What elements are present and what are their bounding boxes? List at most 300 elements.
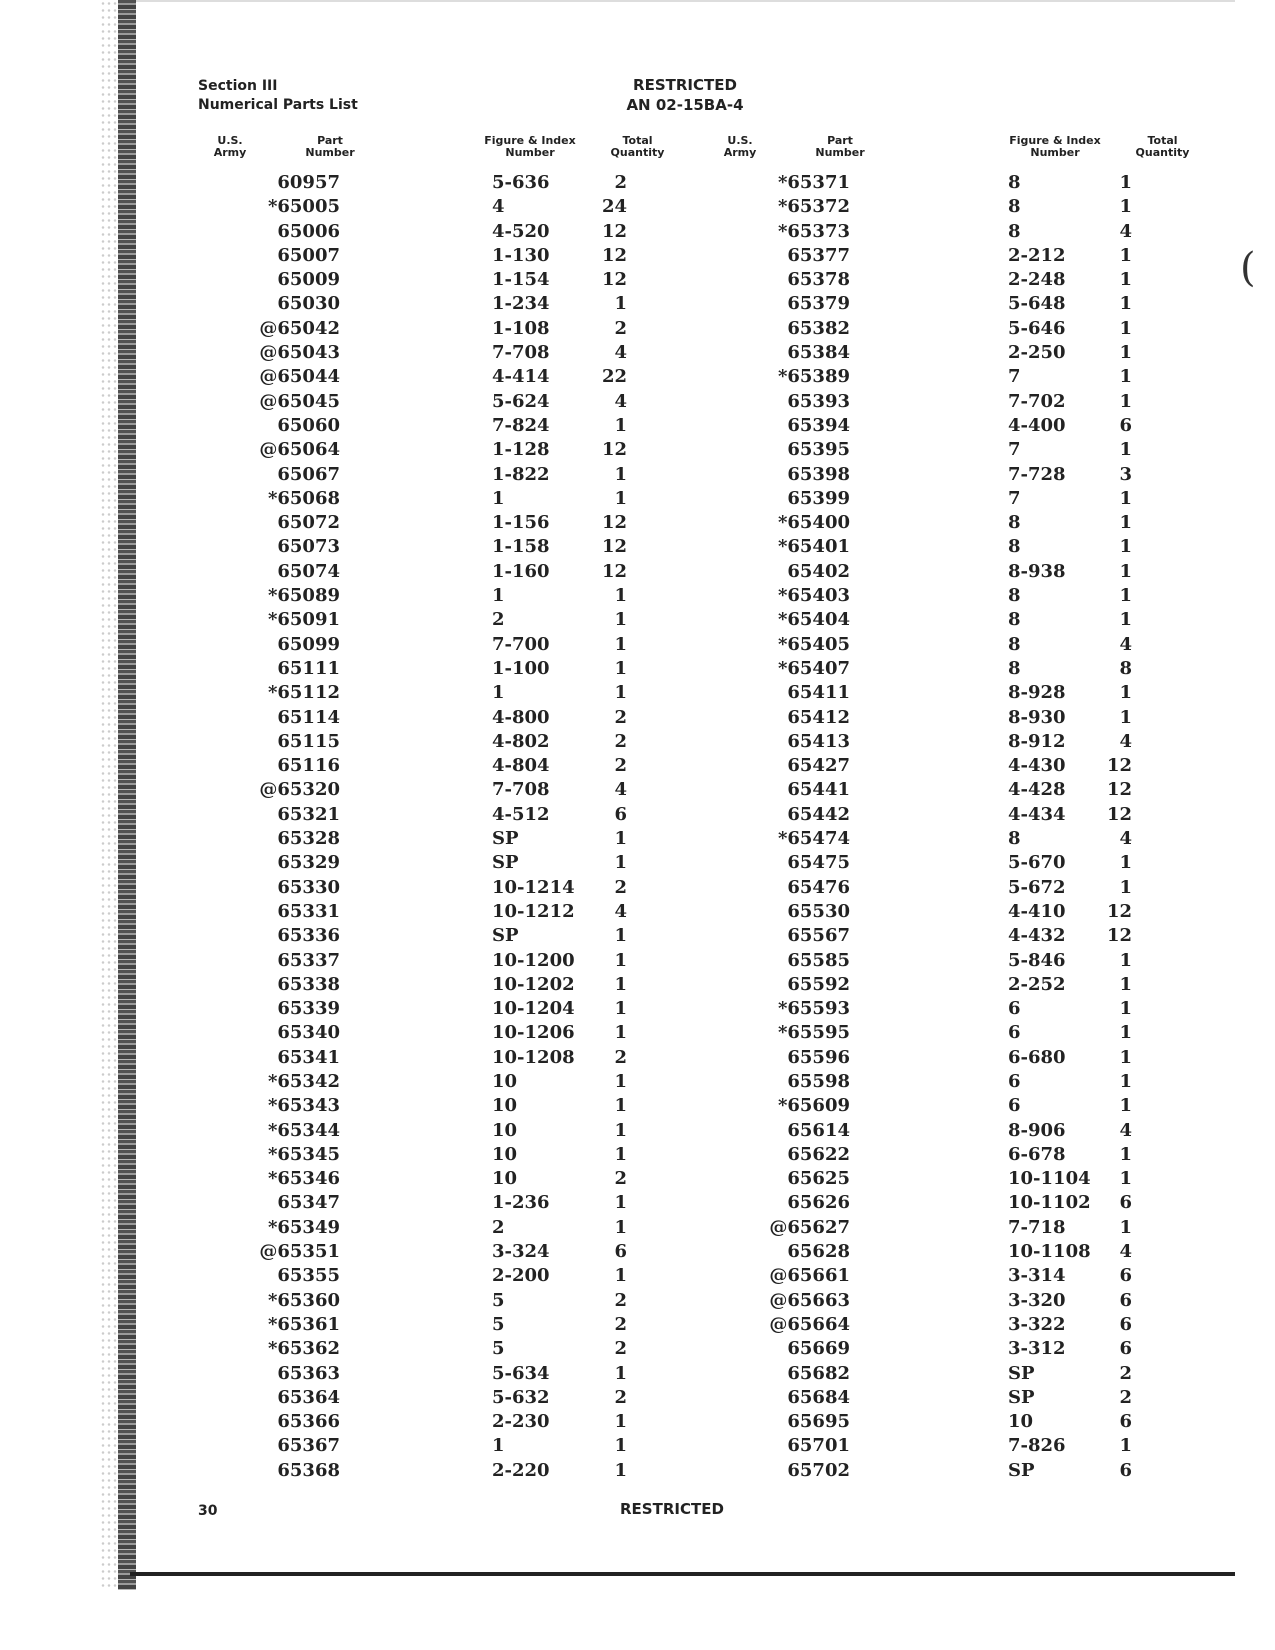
table-row [0, 292, 1275, 316]
table-row [0, 1362, 1275, 1386]
figure-index-number: 8-938 [1008, 560, 1066, 582]
part-number: *65609 [777, 1095, 850, 1117]
figure-index-number: 2-230 [492, 1411, 550, 1433]
figure-index-number: 8-906 [1008, 1119, 1066, 1141]
figure-index-number: 7-824 [492, 414, 550, 436]
part-number: *65068 [267, 487, 340, 509]
figure-index-number: 5-648 [1008, 293, 1066, 315]
table-row [0, 1289, 1275, 1313]
total-quantity: 1 [614, 657, 627, 679]
document-number: AN 02-15BA-4 [626, 96, 744, 114]
col-part-number-left: Part Number [305, 134, 355, 159]
figure-index-number: 10-1212 [492, 900, 575, 922]
part-number: 65355 [277, 1265, 340, 1287]
figure-index-number: 2-250 [1008, 342, 1066, 364]
figure-index-number: 1-100 [492, 657, 550, 679]
figure-index-number: 7 [1008, 487, 1021, 509]
part-number: 65682 [787, 1362, 850, 1384]
part-number: 65030 [277, 293, 340, 315]
figure-index-number: 2 [492, 1216, 505, 1238]
figure-index-number: 6-680 [1008, 1046, 1066, 1068]
part-number: 65684 [787, 1386, 850, 1408]
figure-index-number: 4-512 [492, 803, 550, 825]
total-quantity: 2 [614, 1046, 627, 1068]
total-quantity: 2 [614, 706, 627, 728]
total-quantity: 2 [614, 1338, 627, 1360]
part-number: 65377 [787, 244, 850, 266]
part-number: 65402 [787, 560, 850, 582]
total-quantity: 1 [614, 1265, 627, 1287]
figure-index-number: 10-1104 [1008, 1168, 1091, 1190]
part-number: *65345 [267, 1143, 340, 1165]
part-number: *65404 [777, 609, 850, 631]
total-quantity: 22 [601, 366, 627, 388]
total-quantity: 1 [1119, 706, 1132, 728]
part-number: 65337 [277, 949, 340, 971]
part-number: 65099 [277, 633, 340, 655]
total-quantity: 12 [601, 512, 627, 534]
total-quantity: 1 [1119, 973, 1132, 995]
figure-index-number: 5 [492, 1289, 505, 1311]
figure-index-number: 1-236 [492, 1192, 550, 1214]
figure-index-number: 6 [1008, 1022, 1021, 1044]
figure-index-number: 3-324 [492, 1241, 550, 1263]
total-quantity: 12 [1106, 925, 1132, 947]
table-row [0, 535, 1275, 559]
table-row [0, 511, 1275, 535]
total-quantity: 1 [1119, 560, 1132, 582]
figure-index-number: 1-160 [492, 560, 550, 582]
figure-index-number: 1 [492, 487, 505, 509]
total-quantity: 1 [1119, 196, 1132, 218]
section-header [198, 77, 358, 115]
part-number: *65112 [267, 682, 340, 704]
part-number: 65614 [787, 1119, 850, 1141]
total-quantity: 1 [1119, 244, 1132, 266]
table-row [0, 1021, 1275, 1045]
total-quantity: 1 [614, 828, 627, 850]
part-number: *65373 [777, 220, 850, 242]
total-quantity: 1 [614, 973, 627, 995]
total-quantity: 1 [1119, 876, 1132, 898]
total-quantity: 1 [1119, 269, 1132, 291]
table-row [0, 1167, 1275, 1191]
total-quantity: 6 [1119, 414, 1132, 436]
figure-index-number: 6 [1008, 1095, 1021, 1117]
table-row [0, 1119, 1275, 1143]
table-row [0, 827, 1275, 851]
part-number: 65006 [277, 220, 340, 242]
table-row [0, 997, 1275, 1021]
figure-index-number: SP [492, 852, 519, 874]
col-figure-index-left: Figure & Index Number [484, 134, 576, 159]
part-number: 65427 [787, 755, 850, 777]
total-quantity: 4 [614, 342, 627, 364]
part-number: 65379 [787, 293, 850, 315]
total-quantity: 1 [1119, 536, 1132, 558]
figure-index-number: 5 [492, 1313, 505, 1335]
part-number: 65399 [787, 487, 850, 509]
total-quantity: 1 [614, 1435, 627, 1457]
total-quantity: 24 [601, 196, 627, 218]
total-quantity: 4 [1119, 828, 1132, 850]
total-quantity: 2 [614, 1168, 627, 1190]
total-quantity: 12 [601, 560, 627, 582]
figure-index-number: 10-1208 [492, 1046, 575, 1068]
total-quantity: 1 [614, 925, 627, 947]
part-number: 65072 [277, 512, 340, 534]
part-number: 65366 [277, 1411, 340, 1433]
table-row [0, 973, 1275, 997]
part-number: @65351 [259, 1241, 340, 1263]
table-row [0, 1216, 1275, 1240]
table-row [0, 1264, 1275, 1288]
total-quantity: 6 [614, 803, 627, 825]
total-quantity: 2 [1119, 1362, 1132, 1384]
part-number: 65476 [787, 876, 850, 898]
table-row [0, 1459, 1275, 1483]
part-number: 65592 [787, 973, 850, 995]
figure-index-number: 4-434 [1008, 803, 1066, 825]
part-number: 65701 [787, 1435, 850, 1457]
total-quantity: 1 [614, 585, 627, 607]
figure-index-number: 2-252 [1008, 973, 1066, 995]
table-row [0, 365, 1275, 389]
part-number: 65628 [787, 1241, 850, 1263]
figure-index-number: 7-728 [1008, 463, 1066, 485]
figure-index-number: 10 [492, 1070, 518, 1092]
document-header [610, 75, 760, 115]
part-number: 65329 [277, 852, 340, 874]
part-number: 65074 [277, 560, 340, 582]
figure-index-number: 3-312 [1008, 1338, 1066, 1360]
total-quantity: 1 [1119, 1216, 1132, 1238]
figure-index-number: 7-826 [1008, 1435, 1066, 1457]
part-number: *65389 [777, 366, 850, 388]
figure-index-number: 1-154 [492, 269, 550, 291]
part-number: 65393 [787, 390, 850, 412]
figure-index-number: 7-708 [492, 779, 550, 801]
part-number: 65341 [277, 1046, 340, 1068]
part-number: *65371 [777, 172, 850, 193]
table-row [0, 195, 1275, 219]
total-quantity: 3 [1119, 463, 1132, 485]
total-quantity: 1 [614, 1119, 627, 1141]
figure-index-number: 7 [1008, 439, 1021, 461]
col-us-army-left: U.S. Army [213, 134, 247, 159]
total-quantity: 2 [614, 755, 627, 777]
part-number: *65407 [777, 657, 850, 679]
figure-index-number: 10-1102 [1008, 1192, 1091, 1214]
figure-index-number: 8-930 [1008, 706, 1066, 728]
total-quantity: 2 [614, 1386, 627, 1408]
scan-bottom-edge [130, 1572, 1235, 1576]
figure-index-number: SP [1008, 1362, 1035, 1384]
total-quantity: 6 [1119, 1313, 1132, 1335]
part-number: @65043 [259, 342, 340, 364]
total-quantity: 6 [1119, 1265, 1132, 1287]
part-number: 65695 [787, 1411, 850, 1433]
table-row [0, 1337, 1275, 1361]
part-number: 65115 [277, 730, 340, 752]
figure-index-number: 5-846 [1008, 949, 1066, 971]
total-quantity: 1 [614, 414, 627, 436]
total-quantity: 6 [614, 1241, 627, 1263]
part-number: 65363 [277, 1362, 340, 1384]
total-quantity: 6 [1119, 1459, 1132, 1481]
total-quantity: 2 [1119, 1386, 1132, 1408]
table-row [0, 220, 1275, 244]
figure-index-number: 7-708 [492, 342, 550, 364]
part-number: 65060 [277, 414, 340, 436]
figure-index-number: 5-646 [1008, 317, 1066, 339]
figure-index-number: 1-158 [492, 536, 550, 558]
figure-index-number: 10 [492, 1168, 518, 1190]
classification-top: RESTRICTED [633, 76, 737, 94]
part-number: 65364 [277, 1386, 340, 1408]
part-number: 65111 [277, 657, 340, 679]
figure-index-number: 10-1108 [1008, 1241, 1091, 1263]
figure-index-number: 8 [1008, 512, 1021, 534]
figure-index-number: 10-1202 [492, 973, 575, 995]
figure-index-number: 4-800 [492, 706, 550, 728]
total-quantity: 12 [1106, 779, 1132, 801]
figure-index-number: 8 [1008, 196, 1021, 218]
part-number: *65344 [267, 1119, 340, 1141]
table-row [0, 778, 1275, 802]
table-row [0, 730, 1275, 754]
total-quantity: 1 [614, 1070, 627, 1092]
total-quantity: 1 [1119, 585, 1132, 607]
part-number: *65005 [267, 196, 340, 218]
table-row [0, 657, 1275, 681]
total-quantity: 1 [1119, 1070, 1132, 1092]
part-number: *65091 [267, 609, 340, 631]
table-row [0, 1070, 1275, 1094]
figure-index-number: 5-634 [492, 1362, 550, 1384]
total-quantity: 1 [1119, 852, 1132, 874]
total-quantity: 2 [614, 172, 627, 193]
part-number: 65669 [787, 1338, 850, 1360]
figure-index-number: 8-912 [1008, 730, 1066, 752]
figure-index-number: 5-636 [492, 172, 550, 193]
table-row [0, 414, 1275, 438]
part-number: @65627 [769, 1216, 850, 1238]
figure-index-number: 2-248 [1008, 269, 1066, 291]
figure-index-number: SP [1008, 1386, 1035, 1408]
total-quantity: 12 [601, 220, 627, 242]
table-row [0, 463, 1275, 487]
part-number: *65405 [777, 633, 850, 655]
part-number: 65585 [787, 949, 850, 971]
figure-index-number: 10-1214 [492, 876, 575, 898]
total-quantity: 2 [614, 1289, 627, 1311]
part-number: 65412 [787, 706, 850, 728]
total-quantity: 1 [614, 852, 627, 874]
table-row [0, 560, 1275, 584]
total-quantity: 4 [1119, 220, 1132, 242]
total-quantity: 4 [614, 390, 627, 412]
part-number: 65331 [277, 900, 340, 922]
table-row [0, 317, 1275, 341]
table-row [0, 754, 1275, 778]
part-number: *65089 [267, 585, 340, 607]
figure-index-number: SP [492, 828, 519, 850]
table-row [0, 706, 1275, 730]
table-row [0, 949, 1275, 973]
total-quantity: 12 [601, 269, 627, 291]
total-quantity: 1 [614, 1022, 627, 1044]
table-row [0, 681, 1275, 705]
part-number: *65362 [267, 1338, 340, 1360]
total-quantity: 1 [1119, 390, 1132, 412]
scan-top-edge [135, 0, 1235, 2]
figure-index-number: 8 [1008, 657, 1021, 679]
table-row [0, 1143, 1275, 1167]
part-number: 65328 [277, 828, 340, 850]
part-number: *65400 [777, 512, 850, 534]
part-number: *65361 [267, 1313, 340, 1335]
figure-index-number: 5-624 [492, 390, 550, 412]
total-quantity: 1 [1119, 1168, 1132, 1190]
figure-index-number: 4-432 [1008, 925, 1066, 947]
total-quantity: 1 [1119, 998, 1132, 1020]
table-row [0, 1240, 1275, 1264]
part-number: @65042 [259, 317, 340, 339]
table-row [0, 1313, 1275, 1337]
figure-index-number: 1 [492, 682, 505, 704]
part-number: 65378 [787, 269, 850, 291]
table-row [0, 633, 1275, 657]
total-quantity: 2 [614, 730, 627, 752]
total-quantity: 1 [1119, 342, 1132, 364]
table-row [0, 1094, 1275, 1118]
total-quantity: 6 [1119, 1289, 1132, 1311]
part-number: *65346 [267, 1168, 340, 1190]
figure-index-number: 2 [492, 609, 505, 631]
total-quantity: 1 [1119, 293, 1132, 315]
figure-index-number: 7 [1008, 366, 1021, 388]
figure-index-number: 4-802 [492, 730, 550, 752]
part-number: 65567 [787, 925, 850, 947]
total-quantity: 4 [614, 900, 627, 922]
total-quantity: 12 [601, 244, 627, 266]
total-quantity: 1 [1119, 317, 1132, 339]
part-number: *65349 [267, 1216, 340, 1238]
classification-bottom: RESTRICTED [620, 1500, 724, 1518]
figure-index-number: 10 [492, 1095, 518, 1117]
part-number: 65340 [277, 1022, 340, 1044]
figure-index-number: 2-220 [492, 1459, 550, 1481]
part-number: 65330 [277, 876, 340, 898]
col-figure-index-right: Figure & Index Number [1009, 134, 1101, 159]
figure-index-number: 2-200 [492, 1265, 550, 1287]
figure-index-number: SP [492, 925, 519, 947]
total-quantity: 1 [614, 633, 627, 655]
total-quantity: 1 [614, 1192, 627, 1214]
total-quantity: 1 [1119, 949, 1132, 971]
figure-index-number: 10 [1008, 1411, 1034, 1433]
total-quantity: 1 [1119, 1022, 1132, 1044]
figure-index-number: 1-822 [492, 463, 550, 485]
figure-index-number: 5-632 [492, 1386, 550, 1408]
figure-index-number: 1 [492, 585, 505, 607]
total-quantity: 1 [1119, 1143, 1132, 1165]
total-quantity: 2 [614, 1313, 627, 1335]
figure-index-number: 5 [492, 1338, 505, 1360]
table-row [0, 390, 1275, 414]
total-quantity: 2 [614, 317, 627, 339]
part-number: @65663 [769, 1289, 850, 1311]
table-row [0, 803, 1275, 827]
total-quantity: 1 [1119, 366, 1132, 388]
total-quantity: 2 [614, 876, 627, 898]
figure-index-number: 10 [492, 1119, 518, 1141]
part-number: *65474 [777, 828, 850, 850]
figure-index-number: 8 [1008, 585, 1021, 607]
part-number: 65116 [277, 755, 340, 777]
part-number: 65347 [277, 1192, 340, 1214]
table-row [0, 851, 1275, 875]
total-quantity: 6 [1119, 1411, 1132, 1433]
figure-index-number: 8-928 [1008, 682, 1066, 704]
total-quantity: 1 [614, 1459, 627, 1481]
figure-index-number: 8 [1008, 172, 1021, 193]
table-row [0, 1191, 1275, 1215]
total-quantity: 1 [1119, 439, 1132, 461]
part-number: *65343 [267, 1095, 340, 1117]
part-number: 65411 [787, 682, 850, 704]
part-number: 65007 [277, 244, 340, 266]
figure-index-number: 2-212 [1008, 244, 1066, 266]
page-number: 30 [198, 1503, 218, 1519]
part-number: 65384 [787, 342, 850, 364]
figure-index-number: 8 [1008, 609, 1021, 631]
figure-index-number: SP [1008, 1459, 1035, 1481]
figure-index-number: 8 [1008, 828, 1021, 850]
col-part-number-right: Part Number [815, 134, 865, 159]
figure-index-number: 1 [492, 1435, 505, 1457]
total-quantity: 12 [601, 536, 627, 558]
col-total-quantity-left: Total Quantity [610, 134, 665, 159]
table-row [0, 900, 1275, 924]
total-quantity: 1 [1119, 512, 1132, 534]
figure-index-number: 4-410 [1008, 900, 1066, 922]
figure-index-number: 4-804 [492, 755, 550, 777]
figure-index-number: 10-1204 [492, 998, 575, 1020]
table-row [0, 584, 1275, 608]
figure-index-number: 1-108 [492, 317, 550, 339]
part-number: *65342 [267, 1070, 340, 1092]
part-number: @65664 [769, 1313, 850, 1335]
col-us-army-right: U.S. Army [723, 134, 757, 159]
total-quantity: 1 [614, 1362, 627, 1384]
figure-index-number: 4-430 [1008, 755, 1066, 777]
figure-index-number: 4-414 [492, 366, 550, 388]
table-row [0, 438, 1275, 462]
figure-index-number: 8 [1008, 220, 1021, 242]
part-number: 65073 [277, 536, 340, 558]
figure-index-number: 3-320 [1008, 1289, 1066, 1311]
part-number: 65395 [787, 439, 850, 461]
total-quantity: 12 [601, 439, 627, 461]
total-quantity: 1 [614, 949, 627, 971]
part-number: 65441 [787, 779, 850, 801]
total-quantity: 1 [614, 1143, 627, 1165]
total-quantity: 4 [1119, 1241, 1132, 1263]
part-number: @65661 [769, 1265, 850, 1287]
part-number: 65442 [787, 803, 850, 825]
